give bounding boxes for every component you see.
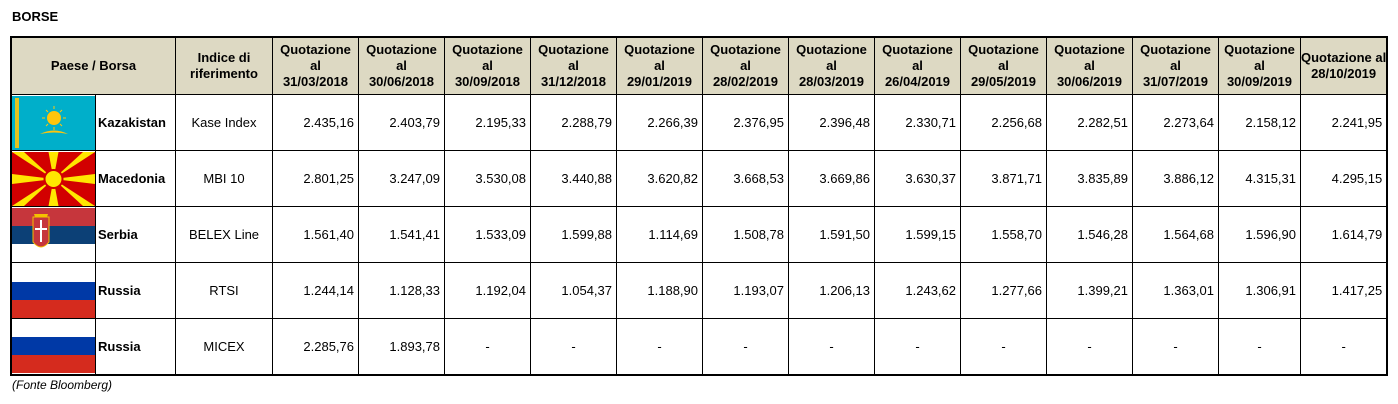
country-name: Kazakistan — [96, 95, 176, 151]
header-quote-label: Quotazione al — [1224, 42, 1295, 73]
quote-value: 1.399,21 — [1047, 263, 1133, 319]
quote-value: 2.273,64 — [1133, 95, 1219, 151]
header-quote-label: Quotazione al — [882, 42, 953, 73]
header-quote-date — [531, 37, 617, 95]
quote-value: 2.158,12 — [1219, 95, 1301, 151]
quote-value: 1.561,40 — [273, 207, 359, 263]
header-quote-date — [445, 37, 531, 95]
index-name: RTSI — [176, 263, 273, 319]
quote-value: 2.801,25 — [273, 151, 359, 207]
quote-value: 1.192,04 — [445, 263, 531, 319]
country-name: Russia — [96, 319, 176, 375]
header-quote-label: Quotazione al — [968, 42, 1039, 73]
header-quote-label: Quotazione al — [366, 42, 437, 73]
index-name: BELEX Line — [176, 207, 273, 263]
table-body — [11, 95, 1387, 375]
header-quote-date — [273, 37, 359, 95]
header-date-label: 30/06/2019 — [1056, 74, 1123, 89]
quote-value: 1.277,66 — [961, 263, 1047, 319]
quote-value: - — [445, 319, 531, 375]
header-date-label: 31/03/2018 — [282, 74, 349, 89]
country-name: Russia — [96, 263, 176, 319]
quote-value: 1.599,88 — [531, 207, 617, 263]
header-quote-date — [789, 37, 875, 95]
serbia-flag-icon — [11, 207, 96, 263]
quote-value: 2.330,71 — [875, 95, 961, 151]
header-quote-label: Quotazione al — [538, 42, 609, 73]
quote-value: 1.596,90 — [1219, 207, 1301, 263]
quote-value: 1.533,09 — [445, 207, 531, 263]
quote-value: - — [1219, 319, 1301, 375]
table-row — [11, 263, 1387, 319]
quote-value: 2.285,76 — [273, 319, 359, 375]
quote-value: 2.435,16 — [273, 95, 359, 151]
header-quote-date — [961, 37, 1047, 95]
russia-flag-icon — [11, 319, 96, 375]
stock-exchange-table — [10, 36, 1388, 376]
table-row — [11, 319, 1387, 375]
header-date-label: 29/01/2019 — [626, 74, 693, 89]
quote-value: 2.396,48 — [789, 95, 875, 151]
table-row — [11, 207, 1387, 263]
quote-value: 2.288,79 — [531, 95, 617, 151]
quote-value: 3.669,86 — [789, 151, 875, 207]
quote-value: 3.871,71 — [961, 151, 1047, 207]
quote-value: 4.295,15 — [1301, 151, 1388, 207]
quote-value: 3.835,89 — [1047, 151, 1133, 207]
header-quote-date — [1133, 37, 1219, 95]
index-name: MICEX — [176, 319, 273, 375]
header-quote-date — [1047, 37, 1133, 95]
quote-value: 2.282,51 — [1047, 95, 1133, 151]
header-date-label: 31/07/2019 — [1142, 74, 1209, 89]
quote-value: 1.546,28 — [1047, 207, 1133, 263]
quote-value: 2.376,95 — [703, 95, 789, 151]
quote-value: 2.195,33 — [445, 95, 531, 151]
quote-value: 1.206,13 — [789, 263, 875, 319]
quote-value: 3.440,88 — [531, 151, 617, 207]
quote-value: - — [1133, 319, 1219, 375]
header-date-label: 26/04/2019 — [884, 74, 951, 89]
quote-value: 3.530,08 — [445, 151, 531, 207]
header-date-label: 30/06/2018 — [368, 74, 435, 89]
header-index: Indice di riferimento — [176, 37, 273, 95]
country-name: Serbia — [96, 207, 176, 263]
quote-value: 2.266,39 — [617, 95, 703, 151]
quote-value: 1.188,90 — [617, 263, 703, 319]
header-quote-date — [703, 37, 789, 95]
quote-value: 1.614,79 — [1301, 207, 1388, 263]
page-title: BORSE — [12, 9, 59, 24]
quote-value: - — [531, 319, 617, 375]
kazakhstan-flag-icon — [11, 95, 96, 151]
header-quote-label: Quotazione al — [280, 42, 351, 73]
quote-value: 1.599,15 — [875, 207, 961, 263]
quote-value: 1.054,37 — [531, 263, 617, 319]
header-row — [11, 37, 1387, 95]
source-note: (Fonte Bloomberg) — [12, 378, 113, 392]
quote-value: 2.241,95 — [1301, 95, 1388, 151]
header-country: Paese / Borsa — [11, 37, 176, 95]
header-quote-label: Quotazione al — [710, 42, 781, 73]
quote-value: 1.244,14 — [273, 263, 359, 319]
index-name: Kase Index — [176, 95, 273, 151]
quote-value: 3.630,37 — [875, 151, 961, 207]
quote-value: 1.243,62 — [875, 263, 961, 319]
header-quote-label: Quotazione al — [1054, 42, 1125, 73]
quote-value: - — [875, 319, 961, 375]
quote-value: 1.306,91 — [1219, 263, 1301, 319]
quote-value: 3.247,09 — [359, 151, 445, 207]
quote-value: 2.256,68 — [961, 95, 1047, 151]
quote-value: - — [617, 319, 703, 375]
quote-value: 1.591,50 — [789, 207, 875, 263]
quote-value: 1.508,78 — [703, 207, 789, 263]
header-date-label: 28/03/2019 — [798, 74, 865, 89]
header-quote-date — [1301, 37, 1388, 95]
quote-value: 1.541,41 — [359, 207, 445, 263]
header-date-label: 30/09/2018 — [454, 74, 521, 89]
header-date-label: 28/10/2019 — [1311, 66, 1377, 81]
quote-value: 1.564,68 — [1133, 207, 1219, 263]
country-name: Macedonia — [96, 151, 176, 207]
header-quote-label: Quotazione al — [1140, 42, 1211, 73]
header-quote-date — [617, 37, 703, 95]
quote-value: - — [789, 319, 875, 375]
quote-value: - — [703, 319, 789, 375]
header-date-label: 29/05/2019 — [970, 74, 1037, 89]
header-date-label: 30/09/2019 — [1226, 74, 1293, 89]
quote-value: 4.315,31 — [1219, 151, 1301, 207]
quote-value: 1.893,78 — [359, 319, 445, 375]
quote-value: 1.558,70 — [961, 207, 1047, 263]
table-row — [11, 95, 1387, 151]
header-date-label: 31/12/2018 — [540, 74, 607, 89]
header-quote-date — [359, 37, 445, 95]
quote-value: 1.363,01 — [1133, 263, 1219, 319]
quote-value: 3.668,53 — [703, 151, 789, 207]
quote-value: 1.114,69 — [617, 207, 703, 263]
header-quote-label: Quotazione al — [1301, 50, 1387, 65]
quote-value: 3.620,82 — [617, 151, 703, 207]
table-row — [11, 151, 1387, 207]
quote-value: 1.128,33 — [359, 263, 445, 319]
quote-value: - — [1047, 319, 1133, 375]
header-quote-label: Quotazione al — [796, 42, 867, 73]
russia-flag-icon — [11, 263, 96, 319]
header-quote-date — [875, 37, 961, 95]
quote-value: - — [1301, 319, 1388, 375]
header-date-label: 28/02/2019 — [712, 74, 779, 89]
quote-value: 3.886,12 — [1133, 151, 1219, 207]
quote-value: - — [961, 319, 1047, 375]
header-quote-date — [1219, 37, 1301, 95]
quote-value: 1.193,07 — [703, 263, 789, 319]
quote-value: 1.417,25 — [1301, 263, 1388, 319]
header-quote-label: Quotazione al — [624, 42, 695, 73]
quote-value: 2.403,79 — [359, 95, 445, 151]
header-quote-label: Quotazione al — [452, 42, 523, 73]
macedonia-flag-icon — [11, 151, 96, 207]
index-name: MBI 10 — [176, 151, 273, 207]
